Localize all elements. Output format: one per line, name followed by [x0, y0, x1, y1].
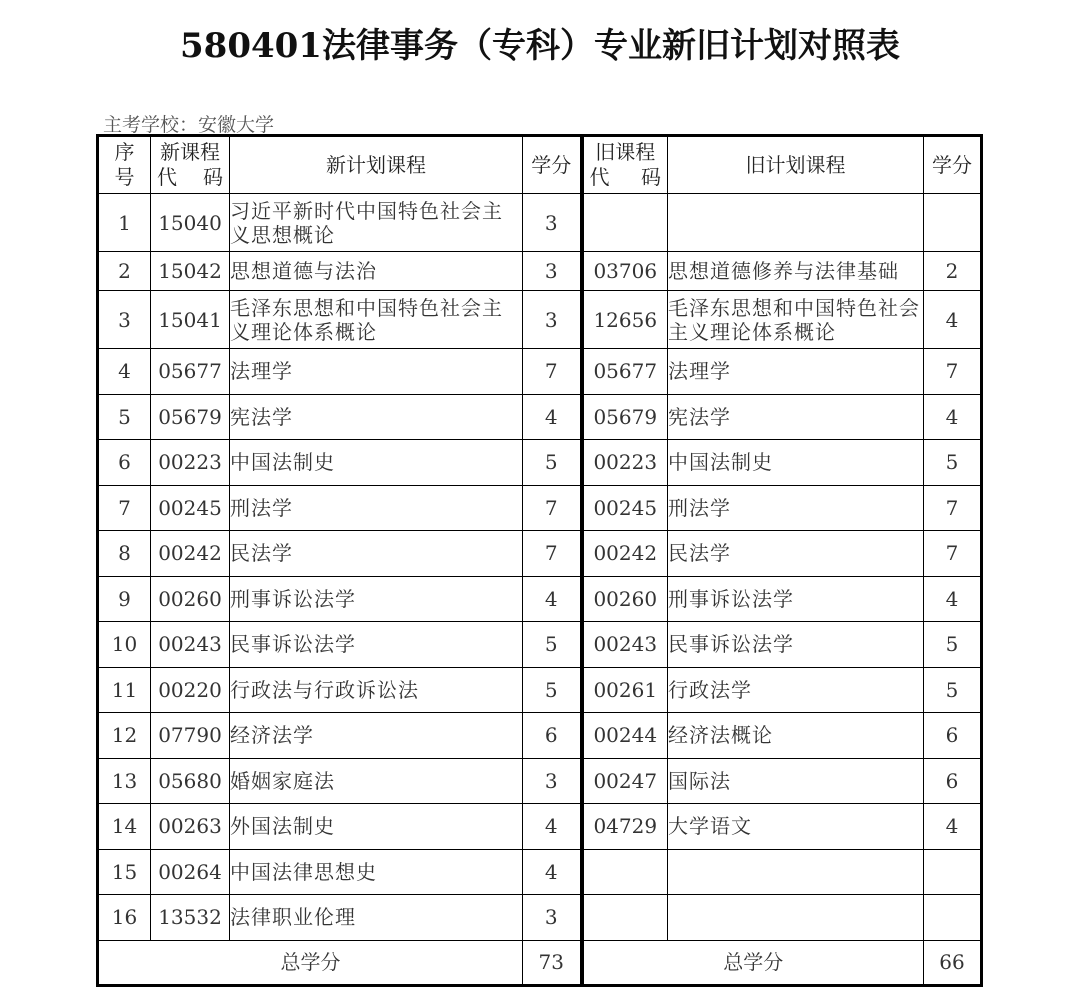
- document-title: 580401法律事务（专科）专业新旧计划对照表: [180, 26, 900, 66]
- examining-school-label: 主考学校：安徽大学: [103, 114, 275, 136]
- old-credit-cell: 2: [924, 252, 982, 291]
- old-credit-cell: [924, 849, 982, 895]
- old-credit-cell: 6: [924, 758, 982, 804]
- old-credit-cell: 5: [924, 667, 982, 713]
- new-code-cell: 00260: [151, 576, 230, 622]
- table-row: [98, 667, 982, 713]
- old-course-cell: 经济法概论: [668, 713, 924, 759]
- old-course-cell: 行政法学: [668, 667, 924, 713]
- seq-cell: 8: [98, 531, 151, 577]
- new-course-cell: 刑事诉讼法学: [230, 576, 523, 622]
- seq-cell: 12: [98, 713, 151, 759]
- new-course-cell: 法律职业伦理: [230, 895, 523, 941]
- new-code-cell: 15040: [151, 194, 230, 252]
- table-row: [98, 394, 982, 440]
- old-credit-cell: [924, 194, 982, 252]
- header-new-credit: 学分: [523, 136, 582, 194]
- old-code-cell: 00223: [582, 440, 668, 486]
- new-credit-cell: 5: [523, 622, 582, 668]
- new-course-cell: 法理学: [230, 349, 523, 395]
- old-code-cell: 00244: [582, 713, 668, 759]
- old-course-cell: 民法学: [668, 531, 924, 577]
- new-code-cell: 15041: [151, 291, 230, 349]
- new-credit-cell: 3: [523, 758, 582, 804]
- new-course-cell: 中国法制史: [230, 440, 523, 486]
- old-credit-cell: 4: [924, 394, 982, 440]
- new-total-credits: 73: [523, 940, 582, 985]
- table-row: [98, 485, 982, 531]
- new-course-cell: 毛泽东思想和中国特色社会主义理论体系概论: [230, 291, 523, 349]
- old-total-credits: 66: [924, 940, 982, 985]
- curriculum-comparison-table: [96, 134, 983, 987]
- new-code-cell: 13532: [151, 895, 230, 941]
- old-code-cell: [582, 849, 668, 895]
- new-course-cell: 婚姻家庭法: [230, 758, 523, 804]
- new-credit-cell: 7: [523, 531, 582, 577]
- table-row: [98, 849, 982, 895]
- new-course-cell: 刑法学: [230, 485, 523, 531]
- table-row: [98, 758, 982, 804]
- old-total-label: 总学分: [582, 940, 924, 985]
- seq-cell: 13: [98, 758, 151, 804]
- old-credit-cell: 4: [924, 291, 982, 349]
- new-credit-cell: 3: [523, 252, 582, 291]
- seq-cell: 2: [98, 252, 151, 291]
- totals-row: [98, 940, 982, 985]
- old-course-cell: [668, 849, 924, 895]
- new-code-cell: 05679: [151, 394, 230, 440]
- new-code-cell: 15042: [151, 252, 230, 291]
- new-course-cell: 行政法与行政诉讼法: [230, 667, 523, 713]
- old-code-cell: [582, 895, 668, 941]
- seq-cell: 14: [98, 804, 151, 850]
- new-credit-cell: 4: [523, 804, 582, 850]
- new-total-label: 总学分: [98, 940, 523, 985]
- old-code-cell: 03706: [582, 252, 668, 291]
- table-row: [98, 291, 982, 349]
- old-course-cell: [668, 194, 924, 252]
- old-credit-cell: 5: [924, 622, 982, 668]
- new-credit-cell: 4: [523, 576, 582, 622]
- new-course-cell: 民法学: [230, 531, 523, 577]
- old-course-cell: 大学语文: [668, 804, 924, 850]
- new-course-cell: 民事诉讼法学: [230, 622, 523, 668]
- new-credit-cell: 3: [523, 194, 582, 252]
- new-credit-cell: 4: [523, 849, 582, 895]
- header-new-code: 新课程 代 码: [151, 136, 230, 194]
- new-code-cell: 00264: [151, 849, 230, 895]
- old-code-cell: 00242: [582, 531, 668, 577]
- old-course-cell: 刑事诉讼法学: [668, 576, 924, 622]
- header-old-credit: 学分: [924, 136, 982, 194]
- header-old-code: 旧课程 代 码: [582, 136, 668, 194]
- seq-cell: 1: [98, 194, 151, 252]
- new-credit-cell: 6: [523, 713, 582, 759]
- new-code-cell: 00243: [151, 622, 230, 668]
- new-course-cell: 习近平新时代中国特色社会主义思想概论: [230, 194, 523, 252]
- new-code-cell: 00223: [151, 440, 230, 486]
- new-code-cell: 00220: [151, 667, 230, 713]
- seq-cell: 3: [98, 291, 151, 349]
- old-credit-cell: 6: [924, 713, 982, 759]
- header-seq: 序 号: [98, 136, 151, 194]
- old-code-cell: 00260: [582, 576, 668, 622]
- old-credit-cell: 4: [924, 576, 982, 622]
- new-code-cell: 00263: [151, 804, 230, 850]
- table-row: [98, 713, 982, 759]
- old-code-cell: 00247: [582, 758, 668, 804]
- old-course-cell: 刑法学: [668, 485, 924, 531]
- old-code-cell: 00261: [582, 667, 668, 713]
- new-code-cell: 05677: [151, 349, 230, 395]
- old-course-cell: 中国法制史: [668, 440, 924, 486]
- old-course-cell: [668, 895, 924, 941]
- old-course-cell: 毛泽东思想和中国特色社会主义理论体系概论: [668, 291, 924, 349]
- new-code-cell: 00242: [151, 531, 230, 577]
- new-credit-cell: 5: [523, 440, 582, 486]
- new-credit-cell: 7: [523, 485, 582, 531]
- seq-cell: 6: [98, 440, 151, 486]
- old-code-cell: [582, 194, 668, 252]
- old-course-cell: 法理学: [668, 349, 924, 395]
- header-new-course: 新计划课程: [230, 136, 523, 194]
- new-course-cell: 外国法制史: [230, 804, 523, 850]
- old-course-cell: 民事诉讼法学: [668, 622, 924, 668]
- table-row: [98, 576, 982, 622]
- new-credit-cell: 7: [523, 349, 582, 395]
- seq-cell: 10: [98, 622, 151, 668]
- old-course-cell: 思想道德修养与法律基础: [668, 252, 924, 291]
- seq-cell: 15: [98, 849, 151, 895]
- new-course-cell: 思想道德与法治: [230, 252, 523, 291]
- new-code-cell: 05680: [151, 758, 230, 804]
- table-row: [98, 895, 982, 941]
- old-credit-cell: 7: [924, 485, 982, 531]
- seq-cell: 16: [98, 895, 151, 941]
- new-course-cell: 宪法学: [230, 394, 523, 440]
- old-course-cell: 国际法: [668, 758, 924, 804]
- table-row: [98, 804, 982, 850]
- old-course-cell: 宪法学: [668, 394, 924, 440]
- table-row: [98, 194, 982, 252]
- seq-cell: 5: [98, 394, 151, 440]
- new-credit-cell: 4: [523, 394, 582, 440]
- old-code-cell: 05677: [582, 349, 668, 395]
- old-credit-cell: 5: [924, 440, 982, 486]
- seq-cell: 7: [98, 485, 151, 531]
- new-course-cell: 经济法学: [230, 713, 523, 759]
- table-row: [98, 622, 982, 668]
- table-row: [98, 252, 982, 291]
- old-credit-cell: 7: [924, 349, 982, 395]
- seq-cell: 11: [98, 667, 151, 713]
- header-old-course: 旧计划课程: [668, 136, 924, 194]
- old-credit-cell: [924, 895, 982, 941]
- table-body: [98, 194, 982, 941]
- new-code-cell: 07790: [151, 713, 230, 759]
- old-code-cell: 00243: [582, 622, 668, 668]
- new-credit-cell: 3: [523, 895, 582, 941]
- header-row: [98, 136, 982, 194]
- old-credit-cell: 4: [924, 804, 982, 850]
- new-code-cell: 00245: [151, 485, 230, 531]
- old-code-cell: 05679: [582, 394, 668, 440]
- old-code-cell: 04729: [582, 804, 668, 850]
- new-course-cell: 中国法律思想史: [230, 849, 523, 895]
- seq-cell: 9: [98, 576, 151, 622]
- new-credit-cell: 3: [523, 291, 582, 349]
- table-row: [98, 531, 982, 577]
- table-row: [98, 349, 982, 395]
- new-credit-cell: 5: [523, 667, 582, 713]
- table-row: [98, 440, 982, 486]
- old-code-cell: 12656: [582, 291, 668, 349]
- old-code-cell: 00245: [582, 485, 668, 531]
- old-credit-cell: 7: [924, 531, 982, 577]
- seq-cell: 4: [98, 349, 151, 395]
